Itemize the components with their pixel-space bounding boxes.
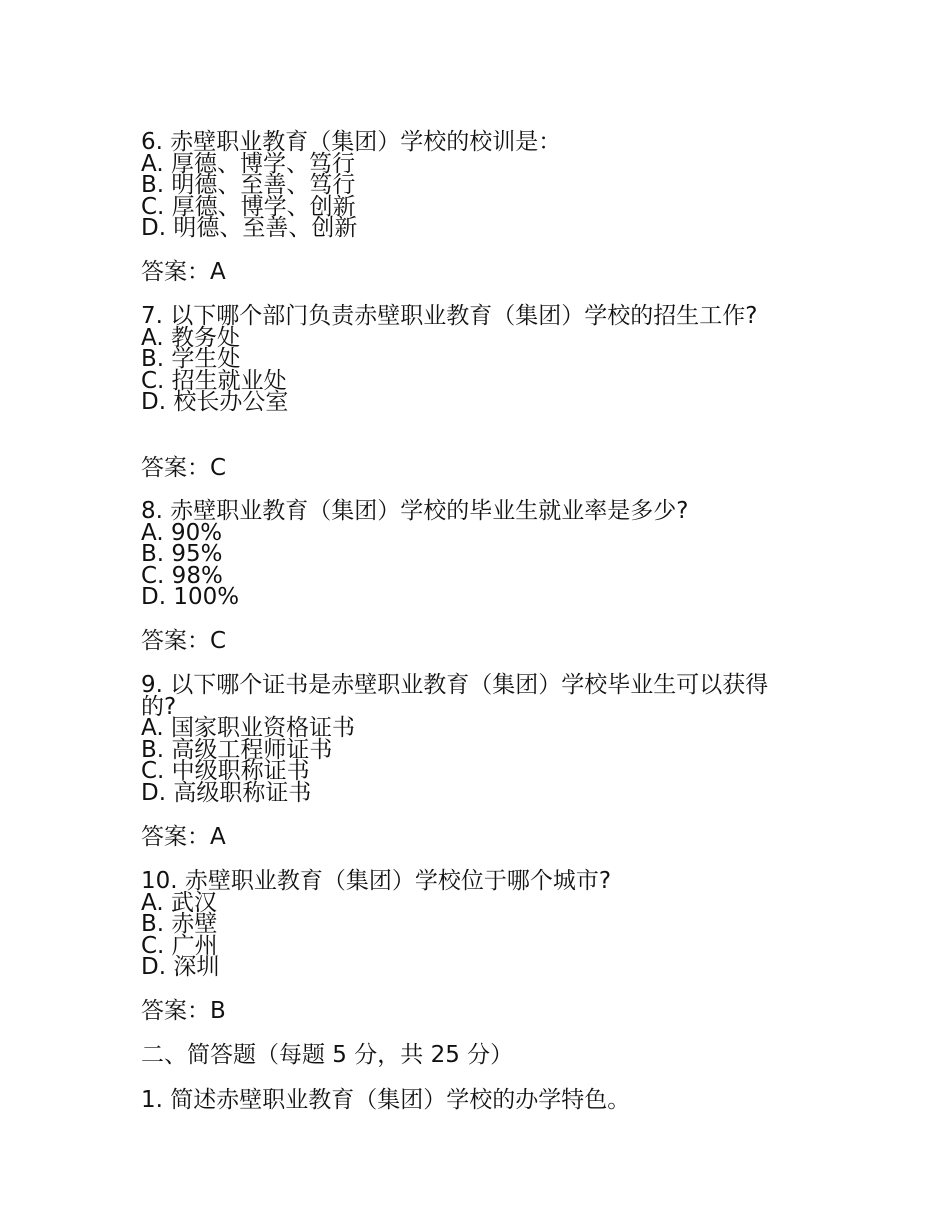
answer-text: 答案：A: [141, 259, 226, 285]
option-d: D. 明德、至善、创新: [141, 215, 358, 241]
question-title: 9. 以下哪个证书是赤壁职业教育（集团）学校毕业生可以获得的?: [141, 672, 769, 720]
option-b: B. 95%: [141, 541, 223, 567]
answer-text: 答案：A: [141, 824, 226, 850]
question-6: [141, 129, 821, 241]
option-b: B. 明德、至善、笃行: [141, 172, 356, 198]
option-c: C. 98%: [141, 562, 223, 589]
section-2-heading-block: [141, 1042, 821, 1068]
question-title: 1. 简述赤壁职业教育（集团）学校的办学特色。: [141, 1087, 631, 1113]
question-8: [141, 498, 821, 610]
question-9: [141, 672, 801, 806]
question-title: 7. 以下哪个部门负责赤壁职业教育（集团）学校的招生工作?: [141, 303, 758, 329]
option-c: C. 厚德、博学、创新: [141, 193, 356, 220]
question-title: 8. 赤壁职业教育（集团）学校的毕业生就业率是多少?: [141, 498, 689, 524]
option-a: A. 教务处: [141, 324, 240, 351]
answer-text: 答案：B: [141, 998, 226, 1024]
answer-text: 答案：C: [141, 628, 227, 654]
option-c: C. 广州: [141, 932, 218, 959]
section-heading: 二、简答题（每题 5 分，共 25 分）: [141, 1042, 514, 1068]
option-d: D. 100%: [141, 584, 240, 610]
option-a: A. 国家职业资格证书: [141, 715, 355, 741]
option-a: A. 武汉: [141, 889, 217, 916]
option-a: A. 90%: [141, 519, 223, 546]
short-answer-question-1: [141, 1087, 821, 1113]
answer-8: [141, 628, 821, 654]
answer-text: 答案：C: [141, 455, 227, 481]
option-d: D. 校长办公室: [141, 389, 289, 415]
answer-10: [141, 998, 821, 1024]
option-a: A. 厚德、博学、笃行: [141, 150, 355, 177]
question-title: 10. 赤壁职业教育（集团）学校位于哪个城市?: [141, 868, 612, 894]
question-10: [141, 868, 821, 980]
option-b: B. 学生处: [141, 346, 241, 372]
answer-9: [141, 824, 821, 850]
option-c: C. 招生就业处: [141, 367, 287, 394]
option-d: D. 深圳: [141, 954, 220, 980]
answer-7: [141, 455, 821, 481]
option-d: D. 高级职称证书: [141, 779, 312, 806]
option-b: B. 赤壁: [141, 911, 218, 937]
option-c: C. 中级职称证书: [141, 758, 310, 784]
question-7: [141, 303, 781, 415]
answer-6: [141, 259, 821, 285]
question-title: 6. 赤壁职业教育（集团）学校的校训是：: [141, 129, 562, 155]
option-b: B. 高级工程师证书: [141, 736, 333, 763]
